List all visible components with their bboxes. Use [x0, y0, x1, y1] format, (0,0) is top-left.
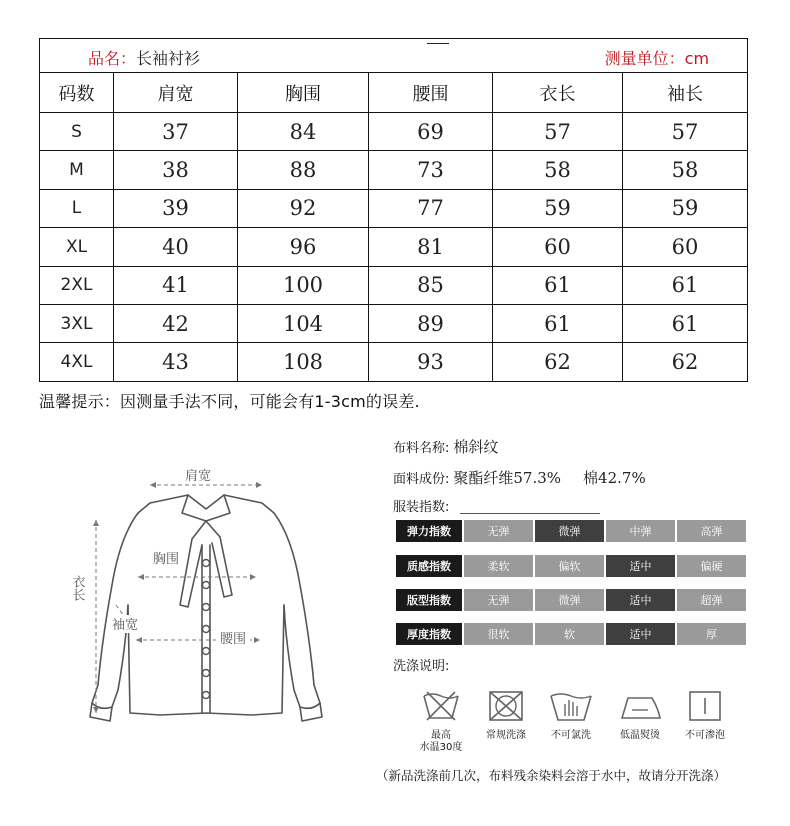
index-option-selected: 微弹 — [535, 520, 604, 542]
product-name: 品名：长袖衬衫 — [88, 49, 201, 68]
index-option: 中弹 — [606, 520, 675, 542]
table-row — [40, 304, 748, 342]
divider — [427, 43, 449, 44]
table-cell: 57 — [493, 113, 623, 151]
table-cell: 58 — [623, 151, 748, 189]
table-cell: 93 — [369, 343, 493, 381]
fabric-composition: 面料成份: 聚酯纤维57.3% 棉42.7% — [393, 469, 646, 487]
table-cell: 42 — [114, 304, 238, 342]
header-length: 衣长 — [493, 73, 623, 113]
table-row — [40, 113, 748, 151]
table-header-row — [40, 73, 748, 113]
table-cell: 85 — [369, 266, 493, 304]
table-cell: 96 — [238, 228, 369, 266]
header-shoulder: 肩宽 — [114, 73, 238, 113]
table-cell: 61 — [493, 266, 623, 304]
chest-label: 胸围 — [152, 552, 180, 567]
care-item: 常规洗涤 — [471, 688, 541, 742]
size-cell: M — [40, 151, 114, 189]
thickness-index-row — [396, 623, 748, 645]
no-machine-wash-icon — [486, 688, 526, 724]
measurement-tip: 温馨提示：因测量手法不同，可能会有1-3cm的误差. — [39, 392, 420, 411]
wash-title: 洗涤说明: — [393, 659, 450, 674]
table-cell: 104 — [238, 304, 369, 342]
index-label: 版型指数 — [396, 589, 462, 611]
index-option: 柔软 — [464, 555, 533, 577]
table-cell: 69 — [369, 113, 493, 151]
index-option-selected: 适中 — [606, 589, 675, 611]
table-row — [40, 189, 748, 227]
wash-note: （新品洗涤前几次，布料残余染料会溶于水中，故请分开洗涤） — [376, 768, 727, 783]
index-option: 超弹 — [677, 589, 746, 611]
header-waist: 腰围 — [369, 73, 493, 113]
table-cell: 60 — [493, 228, 623, 266]
table-cell: 37 — [114, 113, 238, 151]
care-item: 低温熨烫 — [605, 688, 675, 742]
shoulder-label: 肩宽 — [184, 469, 212, 484]
elasticity-index-row — [396, 520, 748, 542]
texture-index-row — [396, 555, 748, 577]
table-title-row — [40, 39, 748, 73]
table-cell: 59 — [623, 189, 748, 227]
index-option: 微弹 — [535, 589, 604, 611]
table-cell: 73 — [369, 151, 493, 189]
table-cell: 59 — [493, 189, 623, 227]
table-cell: 88 — [238, 151, 369, 189]
index-option-selected: 适中 — [606, 623, 675, 645]
size-cell: 3XL — [40, 304, 114, 342]
table-cell: 92 — [238, 189, 369, 227]
index-option: 厚 — [677, 623, 746, 645]
index-option: 高弹 — [677, 520, 746, 542]
size-cell: 4XL — [40, 343, 114, 381]
index-label: 质感指数 — [396, 555, 462, 577]
table-cell: 81 — [369, 228, 493, 266]
sleeve-width-label: 袖宽 — [111, 618, 139, 633]
clothing-index-title: 服装指数: — [393, 500, 450, 515]
index-option: 偏硬 — [677, 555, 746, 577]
index-option: 很软 — [464, 623, 533, 645]
size-cell: L — [40, 189, 114, 227]
hand-wash-icon — [547, 688, 595, 724]
table-cell: 61 — [493, 304, 623, 342]
care-item: 不可氯洗 — [536, 688, 606, 742]
table-row — [40, 266, 748, 304]
table-cell: 57 — [623, 113, 748, 151]
table-cell: 89 — [369, 304, 493, 342]
index-option: 无弹 — [464, 520, 533, 542]
table-cell: 61 — [623, 266, 748, 304]
size-cell: XL — [40, 228, 114, 266]
header-sleeve: 袖长 — [623, 73, 748, 113]
no-soak-icon — [685, 688, 725, 724]
index-option-selected: 适中 — [606, 555, 675, 577]
table-cell: 43 — [114, 343, 238, 381]
table-cell: 60 — [623, 228, 748, 266]
table-cell: 100 — [238, 266, 369, 304]
table-cell: 40 — [114, 228, 238, 266]
index-option: 无弹 — [464, 589, 533, 611]
fabric-name: 布料名称: 棉斜纹 — [393, 438, 499, 456]
measure-unit: 测量单位：cm — [604, 49, 710, 68]
table-row — [40, 151, 748, 189]
index-label: 厚度指数 — [396, 623, 462, 645]
length-label: 衣长 — [69, 575, 85, 601]
table-cell: 62 — [623, 343, 748, 381]
size-table — [39, 38, 748, 382]
index-option: 偏软 — [535, 555, 604, 577]
care-item: 不可渗泡 — [670, 688, 740, 742]
no-wash-icon — [421, 688, 461, 724]
table-cell: 41 — [114, 266, 238, 304]
waist-label: 腰围 — [219, 632, 247, 647]
table-cell: 58 — [493, 151, 623, 189]
size-cell: 2XL — [40, 266, 114, 304]
table-row — [40, 228, 748, 266]
shirt-diagram — [60, 455, 350, 735]
fit-index-row — [396, 589, 748, 611]
table-cell: 84 — [238, 113, 369, 151]
index-label: 弹力指数 — [396, 520, 462, 542]
header-chest: 胸围 — [238, 73, 369, 113]
table-cell: 108 — [238, 343, 369, 381]
header-size: 码数 — [40, 73, 114, 113]
table-row — [40, 343, 748, 381]
size-cell: S — [40, 113, 114, 151]
care-item: 最高 水温30度 — [406, 688, 476, 754]
table-cell: 61 — [623, 304, 748, 342]
table-cell: 62 — [493, 343, 623, 381]
index-option: 软 — [535, 623, 604, 645]
divider — [460, 513, 600, 514]
table-cell: 38 — [114, 151, 238, 189]
table-cell: 39 — [114, 189, 238, 227]
table-cell: 77 — [369, 189, 493, 227]
low-iron-icon — [616, 688, 664, 724]
